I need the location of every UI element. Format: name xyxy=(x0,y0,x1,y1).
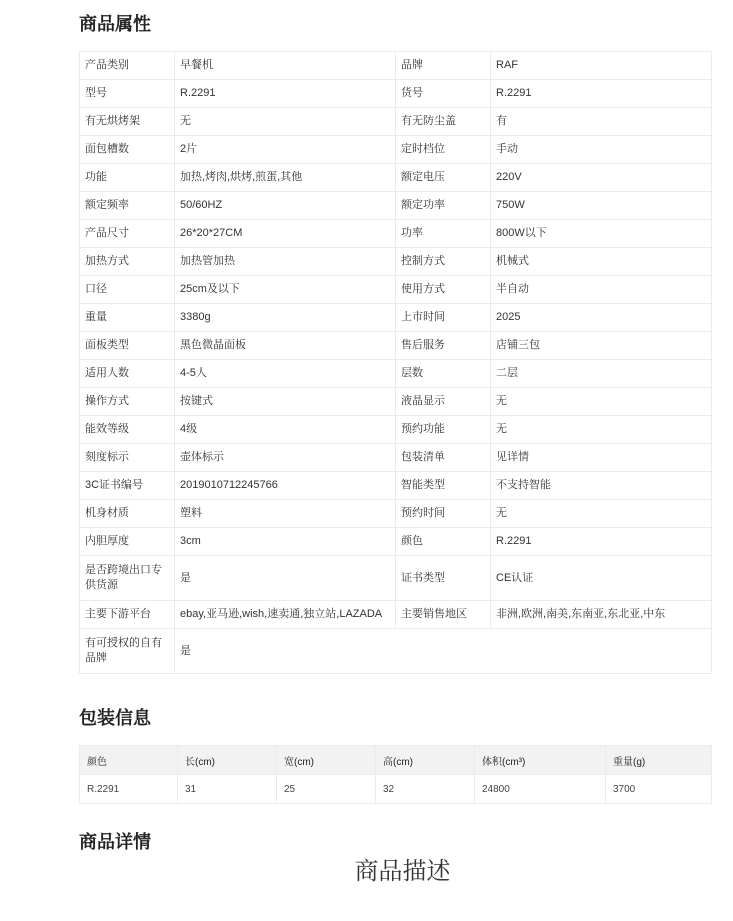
attribute-row xyxy=(80,528,712,556)
attribute-value: 壶体标示 xyxy=(175,444,396,472)
attribute-label: 上市时间 xyxy=(396,304,491,332)
attribute-value: R.2291 xyxy=(491,80,712,108)
attribute-value: 26*20*27CM xyxy=(175,220,396,248)
attribute-value: 加热管加热 xyxy=(175,248,396,276)
packaging-table xyxy=(79,745,712,804)
attribute-label: 型号 xyxy=(80,80,175,108)
attribute-value: 是 xyxy=(175,629,712,674)
description-heading: 商品描述 xyxy=(354,858,451,885)
attribute-value: 不支持智能 xyxy=(491,472,712,500)
attribute-label: 功能 xyxy=(80,164,175,192)
attribute-row xyxy=(80,388,712,416)
attribute-label: 智能类型 xyxy=(396,472,491,500)
attribute-value: 2025 xyxy=(491,304,712,332)
attribute-label: 口径 xyxy=(80,276,175,304)
attribute-label: 预约时间 xyxy=(396,500,491,528)
attribute-value: 50/60HZ xyxy=(175,192,396,220)
attribute-label: 使用方式 xyxy=(396,276,491,304)
attribute-row xyxy=(80,500,712,528)
attribute-value: 800W以下 xyxy=(491,220,712,248)
attribute-value: 220V xyxy=(491,164,712,192)
attribute-value: 见详情 xyxy=(491,444,712,472)
attribute-value: 无 xyxy=(491,416,712,444)
attribute-row xyxy=(80,360,712,388)
attribute-label: 适用人数 xyxy=(80,360,175,388)
attribute-label: 证书类型 xyxy=(396,556,491,601)
attribute-label: 机身材质 xyxy=(80,500,175,528)
attribute-value: 无 xyxy=(491,500,712,528)
attribute-label: 额定频率 xyxy=(80,192,175,220)
attribute-value: 4级 xyxy=(175,416,396,444)
attribute-row xyxy=(80,304,712,332)
attribute-row xyxy=(80,472,712,500)
packaging-row xyxy=(80,775,712,804)
attribute-value: 25cm及以下 xyxy=(175,276,396,304)
attribute-label: 内胆厚度 xyxy=(80,528,175,556)
attribute-value: 店铺三包 xyxy=(491,332,712,360)
attribute-label: 3C证书编号 xyxy=(80,472,175,500)
attribute-label: 主要销售地区 xyxy=(396,601,491,629)
packaging-header: 重量(g) xyxy=(606,746,712,775)
attribute-label: 能效等级 xyxy=(80,416,175,444)
attribute-value: 无 xyxy=(175,108,396,136)
attribute-label: 面板类型 xyxy=(80,332,175,360)
attribute-label: 有可授权的自有品牌 xyxy=(80,629,175,674)
attribute-label: 货号 xyxy=(396,80,491,108)
packaging-cell: 24800 xyxy=(475,775,606,804)
attribute-row xyxy=(80,80,712,108)
attribute-row xyxy=(80,164,712,192)
attribute-value: 无 xyxy=(491,388,712,416)
attribute-label: 是否跨境出口专供货源 xyxy=(80,556,175,601)
attribute-value: 是 xyxy=(175,556,396,601)
attribute-label: 颜色 xyxy=(396,528,491,556)
attribute-label: 刻度标示 xyxy=(80,444,175,472)
attribute-value: 2片 xyxy=(175,136,396,164)
attribute-row xyxy=(80,108,712,136)
attribute-value: 3cm xyxy=(175,528,396,556)
packaging-cell: 31 xyxy=(178,775,277,804)
attribute-label: 预约功能 xyxy=(396,416,491,444)
attribute-row xyxy=(80,136,712,164)
attribute-row xyxy=(80,332,712,360)
attribute-row xyxy=(80,556,712,601)
attribute-row xyxy=(80,629,712,674)
attribute-value: CE认证 xyxy=(491,556,712,601)
attribute-row xyxy=(80,248,712,276)
attribute-value: 非洲,欧洲,南美,东南亚,东北亚,中东 xyxy=(491,601,712,629)
packaging-header: 宽(cm) xyxy=(277,746,376,775)
attribute-label: 有无烘烤架 xyxy=(80,108,175,136)
attribute-value: 2019010712245766 xyxy=(175,472,396,500)
attribute-value: 按键式 xyxy=(175,388,396,416)
attribute-value: 加热,烤肉,烘烤,煎蛋,其他 xyxy=(175,164,396,192)
attribute-value: RAF xyxy=(491,52,712,80)
attribute-value: 4-5人 xyxy=(175,360,396,388)
attribute-label: 重量 xyxy=(80,304,175,332)
attribute-label: 有无防尘盖 xyxy=(396,108,491,136)
attributes-table xyxy=(79,51,712,674)
attribute-label: 产品尺寸 xyxy=(80,220,175,248)
packaging-header: 长(cm) xyxy=(178,746,277,775)
packaging-header: 颜色 xyxy=(80,746,178,775)
packaging-cell: 3700 xyxy=(606,775,712,804)
attribute-label: 操作方式 xyxy=(80,388,175,416)
attribute-value: 塑料 xyxy=(175,500,396,528)
attribute-value: 手动 xyxy=(491,136,712,164)
attribute-label: 产品类别 xyxy=(80,52,175,80)
attribute-value: 黑色微晶面板 xyxy=(175,332,396,360)
attribute-row xyxy=(80,416,712,444)
attribute-label: 功率 xyxy=(396,220,491,248)
packaging-cell: 32 xyxy=(376,775,475,804)
packaging-cell: 25 xyxy=(277,775,376,804)
attribute-value: ebay,亚马逊,wish,速卖通,独立站,LAZADA xyxy=(175,601,396,629)
packaging-header: 高(cm) xyxy=(376,746,475,775)
attribute-label: 面包槽数 xyxy=(80,136,175,164)
packaging-section-title: 包装信息 xyxy=(79,708,151,728)
attribute-value: 机械式 xyxy=(491,248,712,276)
attribute-row xyxy=(80,444,712,472)
attribute-row xyxy=(80,276,712,304)
attribute-label: 加热方式 xyxy=(80,248,175,276)
attributes-section-title: 商品属性 xyxy=(79,14,151,34)
attribute-label: 额定功率 xyxy=(396,192,491,220)
attribute-label: 额定电压 xyxy=(396,164,491,192)
attribute-row xyxy=(80,601,712,629)
attribute-label: 定时档位 xyxy=(396,136,491,164)
attribute-value: R.2291 xyxy=(491,528,712,556)
attribute-label: 液晶显示 xyxy=(396,388,491,416)
attribute-value: 二层 xyxy=(491,360,712,388)
attribute-label: 包装清单 xyxy=(396,444,491,472)
packaging-cell: R.2291 xyxy=(80,775,178,804)
attribute-label: 层数 xyxy=(396,360,491,388)
attribute-value: R.2291 xyxy=(175,80,396,108)
attribute-row xyxy=(80,192,712,220)
attribute-value: 3380g xyxy=(175,304,396,332)
details-section-title: 商品详情 xyxy=(79,832,151,852)
attribute-row xyxy=(80,52,712,80)
attribute-label: 品牌 xyxy=(396,52,491,80)
attribute-label: 控制方式 xyxy=(396,248,491,276)
packaging-header: 体积(cm³) xyxy=(475,746,606,775)
attribute-value: 早餐机 xyxy=(175,52,396,80)
attribute-value: 半自动 xyxy=(491,276,712,304)
attribute-value: 750W xyxy=(491,192,712,220)
attribute-label: 售后服务 xyxy=(396,332,491,360)
attribute-label: 主要下游平台 xyxy=(80,601,175,629)
attribute-row xyxy=(80,220,712,248)
attribute-value: 有 xyxy=(491,108,712,136)
